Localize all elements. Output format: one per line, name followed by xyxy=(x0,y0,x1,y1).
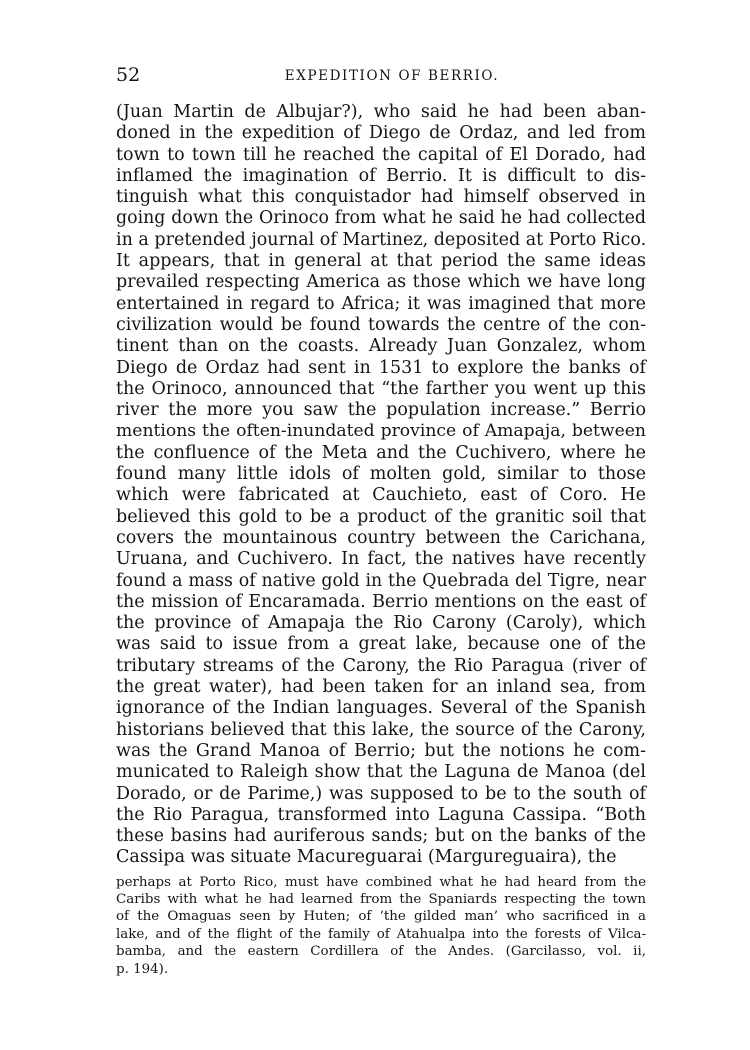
running-title: EXPEDITION OF BERRIO. xyxy=(284,68,500,84)
footnote-line: bamba, and the eastern Cordillera of the Andes. (Garcilasso, vol. ii, xyxy=(116,944,646,960)
body-line: doned in the expedition of Diego de Ordaz, and led from xyxy=(116,123,646,144)
page-number: 52 xyxy=(116,64,141,86)
body-line: the Orinoco, announced that “the farther you went up this xyxy=(116,378,646,399)
body-line: Dorado, or de Parime,) was supposed to be to the south of xyxy=(116,783,646,804)
body-line: the mission of Encaramada. Berrio mentions on the east of xyxy=(116,591,646,612)
footnote xyxy=(116,874,646,978)
body-line: tinent than on the coasts. Already Juan Gonzalez, whom xyxy=(116,336,646,357)
body-line: which were fabricated at Cauchieto, east of Coro. He xyxy=(116,485,646,506)
body-line: found a mass of native gold in the Quebrada del Tigre, near xyxy=(116,570,646,591)
body-line: civilization would be found towards the centre of the con- xyxy=(116,314,646,335)
body-line: Uruana, and Cuchivero. In fact, the natives have recently xyxy=(116,549,646,570)
body-line: found many little idols of molten gold, similar to those xyxy=(116,464,646,485)
footnote-line: of the Omaguas seen by Huten; of ‘the gilded man’ who sacrificed in a xyxy=(116,909,646,925)
body-line: Diego de Ordaz had sent in 1531 to explore the banks of xyxy=(116,357,646,378)
body-line: inflamed the imagination of Berrio. It is difficult to dis- xyxy=(116,165,646,186)
body-line: tinguish what this conquistador had himself observed in xyxy=(116,187,646,208)
body-line: the confluence of the Meta and the Cuchivero, where he xyxy=(116,442,646,463)
body-line: going down the Orinoco from what he said he had collected xyxy=(116,208,646,229)
body-line: prevailed respecting America as those which we have long xyxy=(116,272,646,293)
footnote-line: Caribs with what he had learned from the Spaniards respecting the town xyxy=(116,892,646,908)
body-line: the province of Amapaja the Rio Carony (Caroly), which xyxy=(116,613,646,634)
body-line: (Juan Martin de Albujar?), who said he had been aban- xyxy=(116,102,646,122)
body-line: historians believed that this lake, the source of the Carony, xyxy=(116,719,646,740)
running-head xyxy=(116,62,646,92)
body-text xyxy=(116,102,646,869)
footnote-line: p. 194). xyxy=(116,961,169,977)
body-line: the great water), had been taken for an inland sea, from xyxy=(116,677,646,698)
body-line: river the more you saw the population increase.” Berrio xyxy=(116,400,646,421)
body-line: in a pretended journal of Martinez, deposited at Porto Rico. xyxy=(116,229,647,250)
body-line: It appears, that in general at that period the same ideas xyxy=(116,251,646,272)
body-line: municated to Raleigh show that the Laguna de Manoa (del xyxy=(116,762,646,783)
book-page xyxy=(116,62,646,978)
body-line: entertained in regard to Africa; it was imagined that more xyxy=(116,293,646,314)
body-line: these basins had auriferous sands; but on the banks of the xyxy=(116,826,646,847)
body-line: mentions the often-inundated province of Amapaja, between xyxy=(116,421,646,442)
body-line: Cassipa was situate Macureguarai (Margureguaira), the xyxy=(116,847,617,868)
body-line: was said to issue from a great lake, because one of the xyxy=(116,634,646,655)
body-line: the Rio Paragua, transformed into Laguna Cassipa. “Both xyxy=(116,804,646,825)
body-line: covers the mountainous country between the Carichana, xyxy=(116,527,646,548)
body-line: tributary streams of the Carony, the Rio Paragua (river of xyxy=(116,655,646,676)
body-line: was the Grand Manoa of Berrio; but the notions he com- xyxy=(116,740,646,761)
body-line: believed this gold to be a product of the granitic soil that xyxy=(116,506,646,527)
body-line: town to town till he reached the capital of El Dorado, had xyxy=(116,144,646,165)
footnote-line: perhaps at Porto Rico, must have combined what he had heard from the xyxy=(116,874,646,890)
footnote-line: lake, and of the flight of the family of Atahualpa into the forests of Vilca- xyxy=(116,926,646,942)
body-line: ignorance of the Indian languages. Several of the Spanish xyxy=(116,698,646,719)
